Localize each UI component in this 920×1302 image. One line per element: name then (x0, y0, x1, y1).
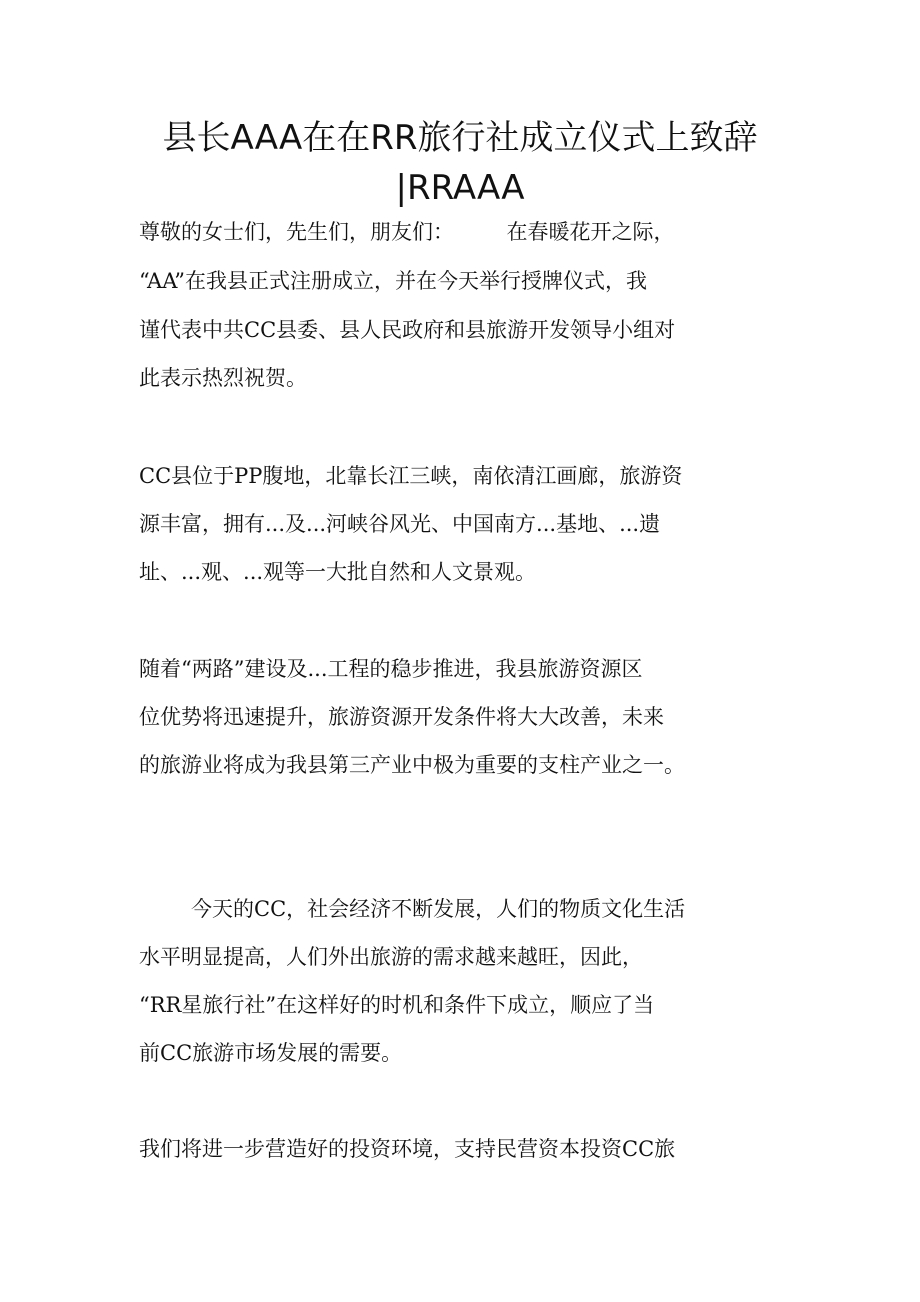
paragraph-line: 水平明显提高，人们外出旅游的需求越来越旺，因此， (139, 945, 643, 969)
paragraph-line: 我们将进一步营造好的投资环境，支持民营资本投资CC旅 (139, 1137, 676, 1161)
paragraph-line: CC县位于PP腹地，北靠长江三峡，南依清江画廊，旅游资 (139, 464, 683, 488)
paragraph-line: 此表示热烈祝贺。 (139, 366, 307, 390)
paragraph-line: 今天的CC，社会经济不断发展，人们的物质文化生活 (191, 897, 686, 921)
paragraph-line: 随着“两路”建设及...工程的稳步推进，我县旅游资源区 (139, 657, 643, 681)
paragraph-line: 源丰富，拥有...及...河峡谷风光、中国南方...基地、...遗 (139, 512, 661, 536)
paragraph-line: 谨代表中共CC县委、县人民政府和县旅游开发领导小组对 (139, 318, 676, 342)
document-title-line-2: |RRAAA (395, 168, 525, 208)
paragraph-line: “AA”在我县正式注册成立，并在今天举行授牌仪式，我 (139, 269, 648, 293)
document-title-line-1: 县长AAA在在RR旅行社成立仪式上致辞 (162, 118, 758, 158)
paragraph-line: 位优势将迅速提升，旅游资源开发条件将大大改善，未来 (139, 705, 664, 729)
paragraph-line: “RR星旅行社”在这样好的时机和条件下成立，顺应了当 (139, 993, 655, 1017)
paragraph-line: 的旅游业将成为我县第三产业中极为重要的支柱产业之一。 (139, 753, 685, 777)
paragraph-line: 址、...观、...观等一大批自然和人文景观。 (139, 560, 537, 584)
paragraph-line: 尊敬的女士们，先生们，朋友们： 在春暖花开之际， (139, 220, 675, 244)
paragraph-line: 前CC旅游市场发展的需要。 (139, 1041, 403, 1065)
